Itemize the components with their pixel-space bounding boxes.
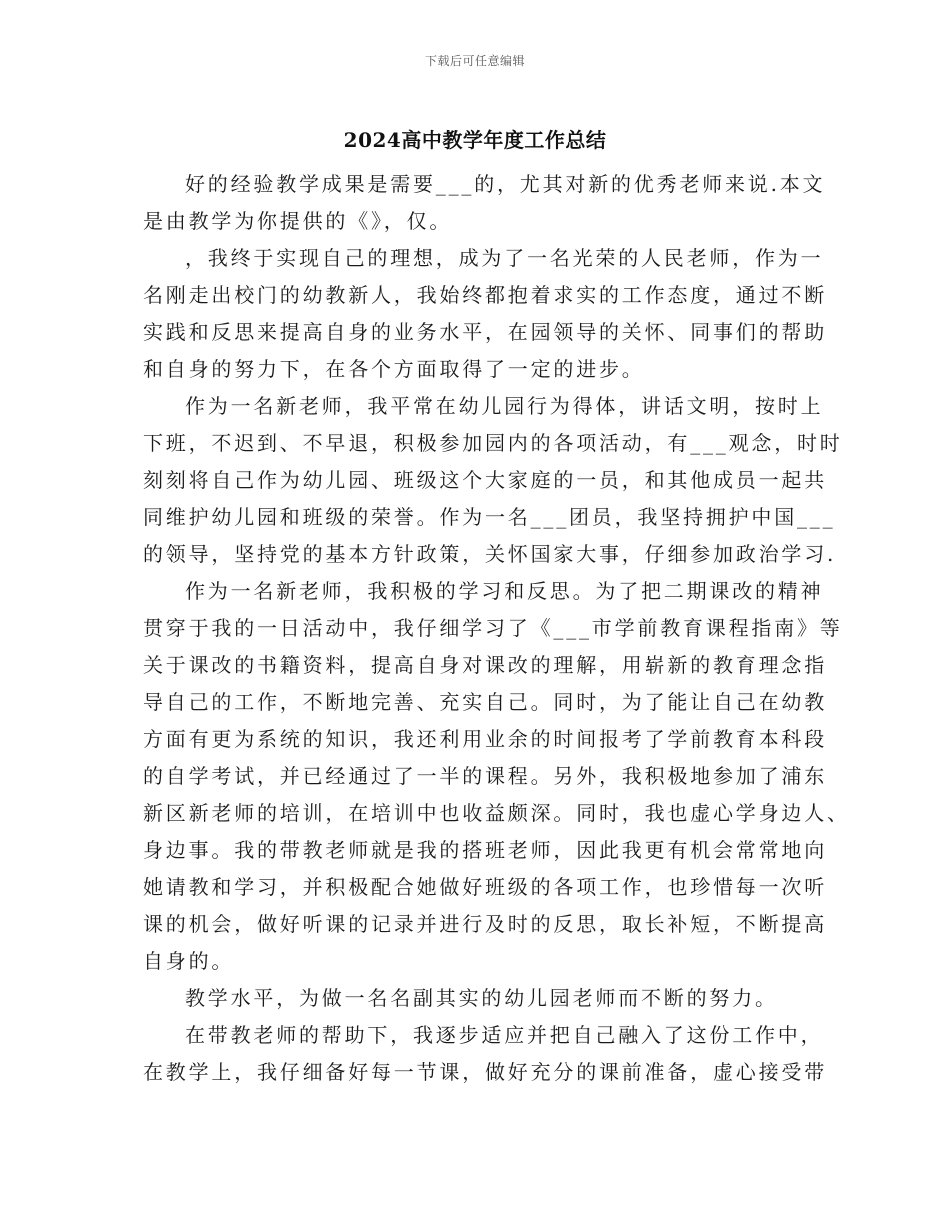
text-line: 下班，不迟到、不早退，积极参加园内的各项活动，有___观念，时时 <box>143 431 843 455</box>
text-line: 自身的。 <box>143 949 235 973</box>
text-line: 贯穿于我的一日活动中，我仔细学习了《___市学前教育课程指南》等 <box>143 616 843 640</box>
text-line: 的领导，坚持党的基本方针政策，关怀国家大事，仔细参加政治学习. <box>143 542 837 566</box>
paragraph-3 <box>143 388 843 573</box>
header-note: 下载后可任意编辑 <box>424 54 525 68</box>
text-line: 刻刻将自己作为幼儿园、班级这个大家庭的一员，和其他成员一起共 <box>143 468 827 492</box>
text-line: 作为一名新老师，我积极的学习和反思。为了把二期课改的精神 <box>185 579 824 603</box>
text-line: 关于课改的书籍资料，提高自身对课改的理解，用崭新的教育理念指 <box>143 653 827 677</box>
document-body <box>143 166 850 1091</box>
text-line: 课的机会，做好听课的记录并进行及时的反思，取长补短，不断提高 <box>143 912 827 936</box>
text-line: 是由教学为你提供的《》，仅。 <box>143 209 453 233</box>
text-line: 名刚走出校门的幼教新人，我始终都抱着求实的工作态度，通过不断 <box>143 283 827 307</box>
text-line: 新区新老师的培训，在培训中也收益颇深。同时，我也虚心学身边人、 <box>143 801 850 825</box>
text-line: 作为一名新老师，我平常在幼儿园行为得体，讲话文明，按时上 <box>185 394 824 418</box>
text-line: 在教学上，我仔细备好每一节课，做好充分的课前准备，虚心接受带 <box>143 1060 827 1084</box>
text-line: 导自己的工作，不断地完善、充实自己。同时，为了能让自己在幼教 <box>143 690 827 714</box>
text-line: 同维护幼儿园和班级的荣誉。作为一名___团员，我坚持拥护中国___ <box>143 505 836 529</box>
text-line: 教学水平，为做一名名副其实的幼儿园老师而不断的努力。 <box>185 986 778 1010</box>
paragraph-1 <box>143 166 825 240</box>
text-line: 身边事。我的带教老师就是我的搭班老师，因此我更有机会常常地向 <box>143 838 827 862</box>
text-line: 她请教和学习，并积极配合她做好班级的各项工作，也珍惜每一次听 <box>143 875 827 899</box>
paragraph-6 <box>143 1017 825 1091</box>
paragraph-4 <box>143 573 850 980</box>
page-title: 2024高中教学年度工作总结 <box>343 128 607 152</box>
text-line: 在带教老师的帮助下，我逐步适应并把自己融入了这份工作中， <box>185 1023 824 1047</box>
text-line: 好的经验教学成果是需要___的，尤其对新的优秀老师来说.本文 <box>185 172 826 196</box>
paragraph-2 <box>143 240 825 388</box>
text-line: 和自身的努力下，在各个方面取得了一定的进步。 <box>143 357 645 381</box>
text-line: 的自学考试，并已经通过了一半的课程。另外，我积极地参加了浦东 <box>143 764 827 788</box>
text-line: ，我终于实现自己的理想，成为了一名光荣的人民老师，作为一 <box>185 246 824 270</box>
paragraph-5 <box>143 980 825 1017</box>
text-line: 实践和反思来提高自身的业务水平，在园领导的关怀、同事们的帮助 <box>143 320 827 344</box>
text-line: 方面有更为系统的知识，我还利用业余的时间报考了学前教育本科段 <box>143 727 827 751</box>
